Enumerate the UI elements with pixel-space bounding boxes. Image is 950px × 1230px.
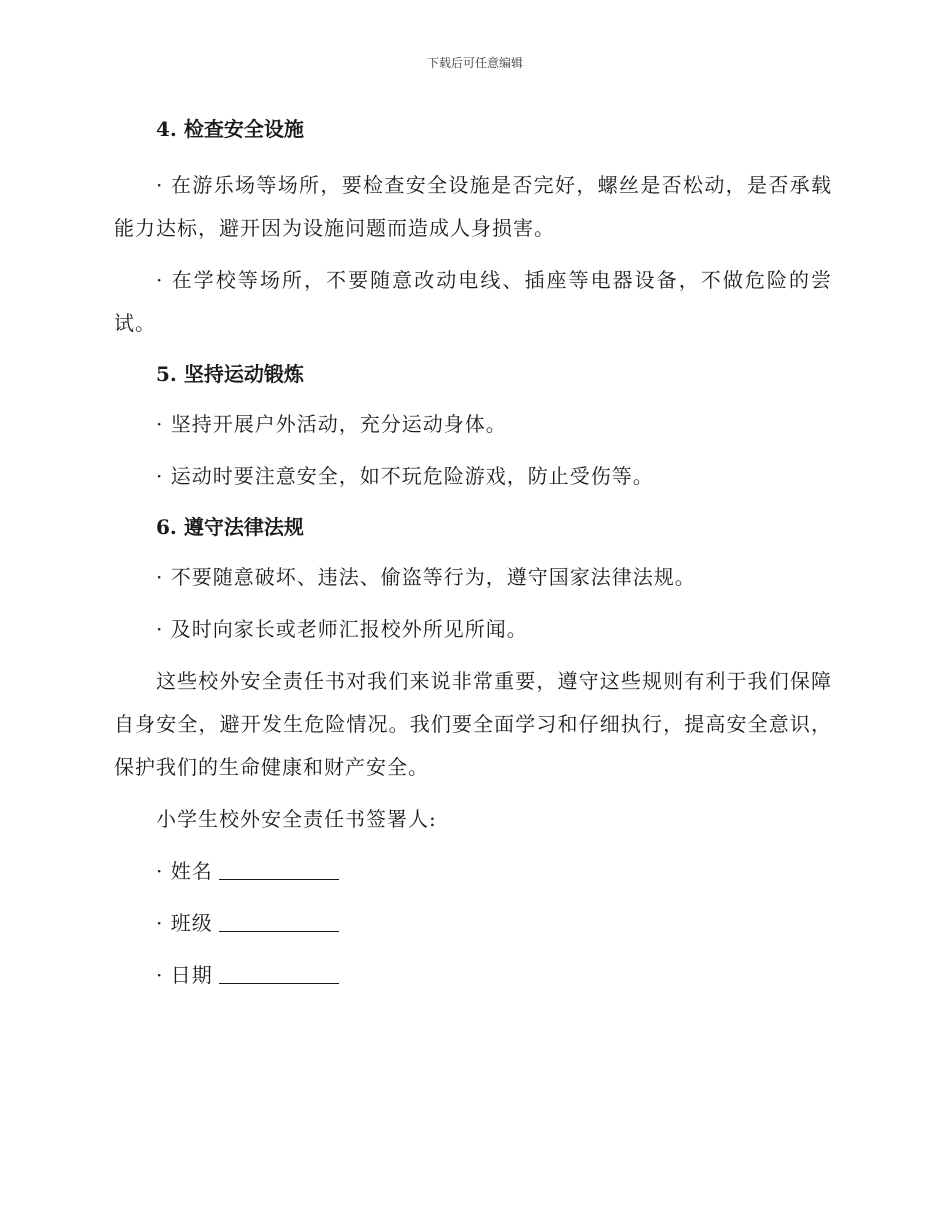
closing-paragraph: 这些校外安全责任书对我们来说非常重要，遵守这些规则有利于我们保障自身安全，避开发生危险情况。我们要全面学习和仔细执行，提高安全意识，保护我们的生命健康和财产安全。 [114,669,832,779]
document-body [114,104,832,997]
signature-date-row [114,954,832,997]
signature-name-row [114,850,832,893]
bullet-item: · 及时向家长或老师汇报校外所见所闻。 [156,617,528,641]
signature-class-row [114,902,832,945]
bullet-item: · 在学校等场所，不要随意改动电线、插座等电器设备，不做危险的尝试。 [114,268,832,335]
signature-date-label: · 日期 [156,963,213,987]
bullet-item: · 坚持开展户外活动，充分运动身体。 [156,412,507,436]
signature-intro: 小学生校外安全责任书签署人: [156,807,437,831]
signature-name-blank [219,859,339,880]
section-heading: 6. 遵守法律法规 [156,515,304,539]
signature-class-blank [219,911,339,932]
section-heading: 4. 检查安全设施 [156,117,304,141]
signature-class-label: · 班级 [156,911,213,935]
section-heading: 5. 坚持运动锻炼 [156,362,304,386]
bullet-item: · 不要随意破坏、违法、偷盗等行为，遵守国家法律法规。 [156,565,696,589]
signature-date-blank [219,963,339,984]
signature-name-label: · 姓名 [156,859,213,883]
bullet-item: · 在游乐场等场所，要检查安全设施是否完好，螺丝是否松动，是否承载能力达标，避开因为设施问题而造成人身损害。 [114,173,832,240]
header-note: 下载后可任意编辑 [426,56,523,70]
bullet-item: · 运动时要注意安全，如不玩危险游戏，防止受伤等。 [156,464,654,488]
